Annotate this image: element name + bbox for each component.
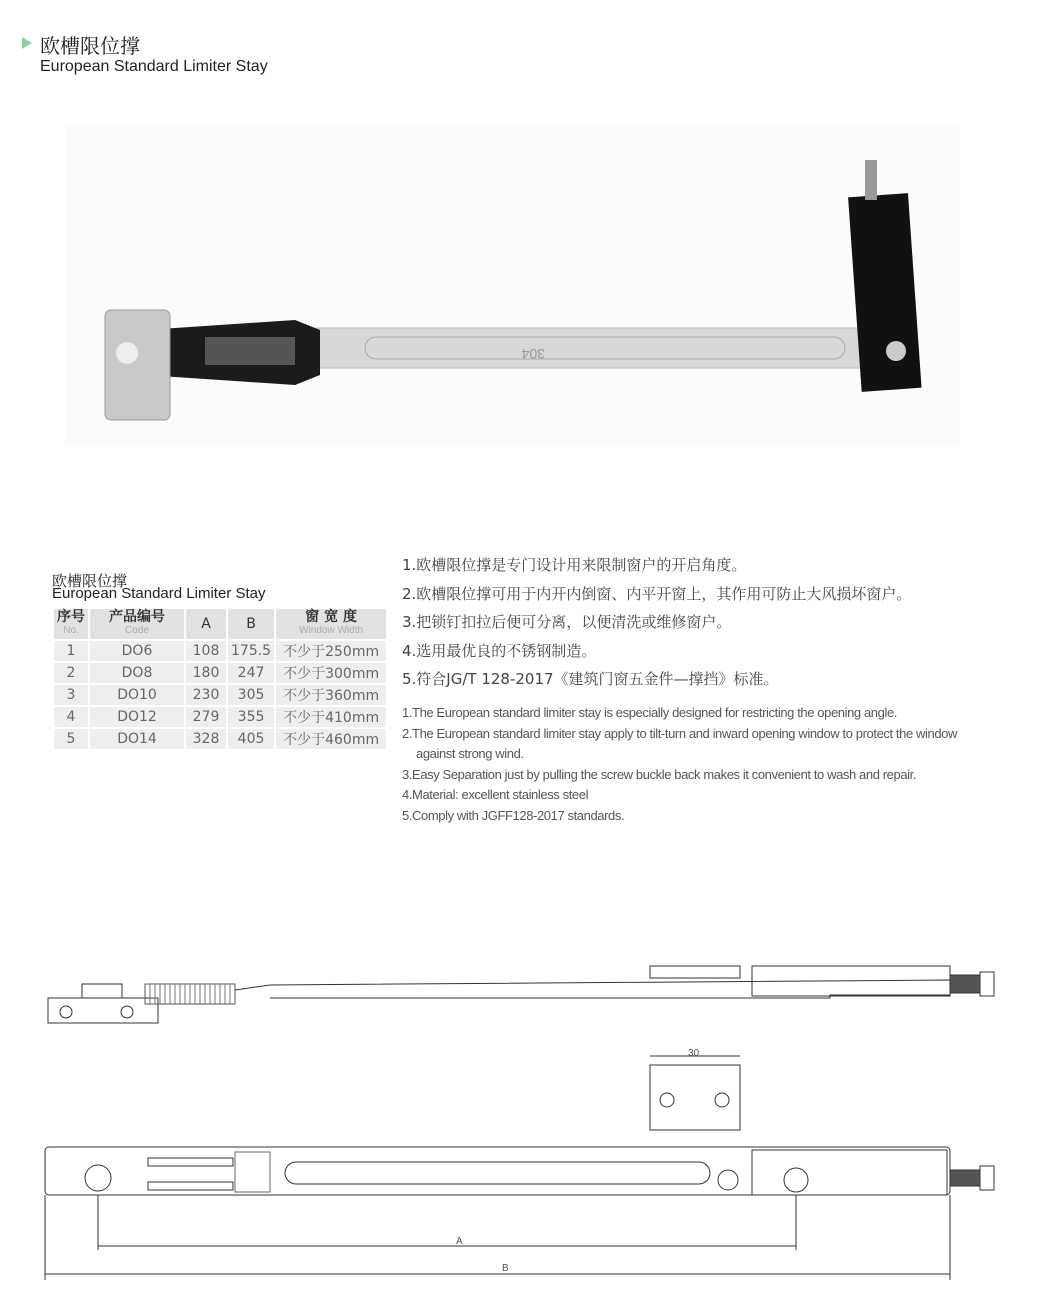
table-cell: 不少于410mm: [276, 707, 386, 727]
table-row: [54, 707, 386, 727]
note-item: 2.The European standard limiter stay apply to tilt-turn and inward opening window to protect the window against strong wind.: [402, 725, 957, 761]
dim-30-label: 30: [688, 1048, 700, 1059]
table-cell: 不少于460mm: [276, 729, 386, 749]
table-cell: 279: [186, 707, 226, 727]
table-cell: DO8: [90, 663, 184, 683]
triangle-bullet-icon: [22, 37, 32, 49]
table-cell: 不少于360mm: [276, 685, 386, 705]
table-cell: 230: [186, 685, 226, 705]
stamp-text: 304: [521, 346, 545, 362]
dim-a-label: A: [456, 1236, 463, 1247]
table-row: [54, 685, 386, 705]
table-cell: DO12: [90, 707, 184, 727]
note-item: 4.选用最优良的不锈钢制造。: [402, 641, 597, 660]
note-item: 3.把锁钉扣拉后便可分离，以便清洗或维修窗户。: [402, 613, 732, 631]
table-cell: 305: [228, 685, 274, 705]
col-header-window-width: 窗 宽 度 Window Width: [276, 609, 386, 639]
table-cell: 1: [54, 641, 88, 661]
notes-en: [402, 703, 962, 826]
note-item: 1.欧槽限位撑是专门设计用来限制窗户的开启角度。: [402, 556, 747, 574]
table-cell: 108: [186, 641, 226, 661]
table-cell: 405: [228, 729, 274, 749]
table-cell: 2: [54, 663, 88, 683]
table-cell: 3: [54, 685, 88, 705]
note-item: 5.Comply with JGFF128-2017 standards.: [402, 807, 625, 823]
table-row: [54, 641, 386, 661]
technical-drawing: [0, 950, 1041, 1290]
col-header-b: B: [228, 609, 274, 639]
table-cell: 355: [228, 707, 274, 727]
spec-table: [52, 607, 388, 751]
table-row: [54, 729, 386, 749]
table-cell: 328: [186, 729, 226, 749]
table-title-cn: 欧槽限位撑: [52, 572, 128, 590]
notes-cn: [402, 551, 911, 694]
note-item: 2.欧槽限位撑可用于内开内倒窗、内平开窗上，其作用可防止大风损坏窗户。: [402, 584, 912, 603]
col-header-code: 产品编号 Code: [90, 609, 184, 639]
table-cell: 247: [228, 663, 274, 683]
product-photo: [65, 125, 960, 445]
table-cell: DO14: [90, 729, 184, 749]
section-title-cn: 欧槽限位撑: [40, 34, 140, 58]
table-cell: 不少于300mm: [276, 663, 386, 683]
table-cell: 4: [54, 707, 88, 727]
table-cell: 5: [54, 729, 88, 749]
note-item: 3.Easy Separation just by pulling the screw buckle back makes it convenient to wash and repair.: [402, 766, 917, 782]
note-item: 4.Material: excellent stainless steel: [402, 787, 589, 802]
table-cell: 175.5: [228, 641, 274, 661]
table-cell: 不少于250mm: [276, 641, 386, 661]
table-title-en: European Standard Limiter Stay: [52, 585, 266, 602]
dim-b-label: B: [502, 1263, 509, 1274]
col-header-no: 序号 No.: [54, 609, 88, 639]
table-cell: DO6: [90, 641, 184, 661]
table-cell: 180: [186, 663, 226, 683]
note-item: 1.The European standard limiter stay is especially designed for restricting the opening angle.: [402, 705, 897, 720]
note-item: 5.符合JG/T 128-2017《建筑门窗五金件—撑挡》标准。: [402, 670, 779, 688]
table-row: [54, 663, 386, 683]
section-title-en: European Standard Limiter Stay: [40, 58, 268, 75]
col-header-a: A: [186, 609, 226, 639]
table-cell: DO10: [90, 685, 184, 705]
